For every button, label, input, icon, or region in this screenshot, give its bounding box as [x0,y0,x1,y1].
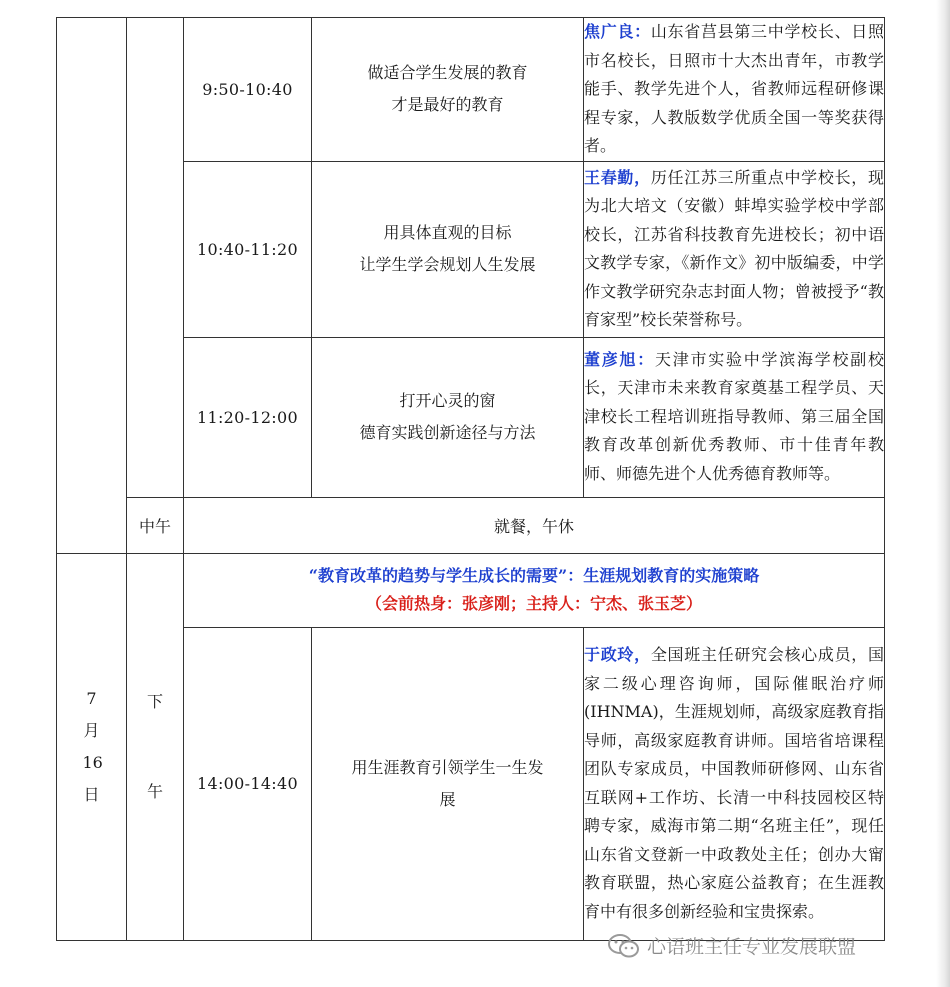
speaker-name: 王春勤， [584,167,651,187]
date-char: 7 [86,688,97,708]
table-row [57,497,885,553]
theme-title: “教育改革的趋势与学生成长的需要”：生涯规划教育的实施策略 [308,566,760,585]
speaker-bio [584,337,885,497]
topic-line: 打开心灵的窗 [399,391,496,410]
topic-line: 用生涯教育引领学生一生发 [351,757,544,777]
bio-text: 历任江苏三所重点中学校长，现为北大培文（安徽）蚌埠实验学校中学部校长，江苏省科技教育先进校长；初中语文教学专家，《新作文》初中版编委，中学作文教学研究杂志封面人物；曾被授予“教育家型”校长荣誉称号。 [584,167,884,329]
date-char: 日 [83,784,100,804]
session-theme [184,553,885,627]
session-time: 14:00-14:40 [184,627,312,940]
session-time: 11:20-12:00 [184,337,312,497]
table-row [57,553,885,627]
noon-activity: 就餐，午休 [184,497,885,553]
period-vertical [146,657,164,837]
bio-text: 山东省莒县第三中学校长、日照市名校长，日照市十大杰出青年，市教学能手、教学先进个人，省教师远程研修课程专家，人教版数学优质全国一等奖获得者。 [584,22,884,155]
date-char: 16 [82,752,103,772]
speaker-bio [584,18,885,162]
schedule-table [56,17,885,941]
wechat-icon [607,933,641,959]
topic-line: 德育实践创新途径与方法 [359,423,536,442]
session-topic [312,161,584,337]
date-vertical [83,683,101,811]
speaker-bio [584,627,885,940]
table-row [57,18,885,162]
topic-line: 用具体直观的目标 [383,223,512,242]
period-cell-afternoon [127,553,184,940]
topic-line: 做适合学生发展的教育 [367,63,528,83]
watermark-text: 心语班主任专业发展联盟 [647,936,857,958]
theme-hosts: （会前热身：张彦刚；主持人：宁杰、张玉芝） [365,594,702,613]
session-time: 9:50-10:40 [184,18,312,162]
session-topic [312,337,584,497]
period-cell-morning [127,18,184,498]
bio-text: 天津市实验中学滨海学校副校长，天津市未来教育家奠基工程学员、天津校长工程培训班指导教师、第三届全国教育改革创新优秀教师、市十佳青年教师、师德先进个人优秀德育教师等。 [584,349,884,483]
session-topic [312,627,584,940]
period-char: 下 [146,691,163,711]
session-topic [312,18,584,162]
bio-text: 全国班主任研究会核心成员，国家二级心理咨询师，国际催眠治疗师(IHNMA)，生涯规划师，高级家庭教育指导师，高级家庭教育讲师。国培省培课程团队专家成员，中国教师研修网、山东省互联网+工作坊、长清一中科技园校区特聘专家，威海市第二期“名班主任”，现任山东省文登新一中政教处主任；创办大甯教育联盟，热心家庭公益教育；在生涯教育中有很多创新经验和宝贵探索。 [584,645,884,921]
date-char: 月 [83,720,100,740]
speaker-name: 于政玲， [584,645,651,664]
watermark [607,932,856,959]
page-edge-shadow [936,0,950,987]
speaker-bio [584,161,885,337]
session-time: 10:40-11:20 [184,161,312,337]
topic-line: 才是最好的教育 [391,95,504,115]
date-cell-morning [57,18,127,554]
date-cell [57,553,127,940]
topic-line: 展 [439,789,456,809]
noon-label: 中午 [127,497,184,553]
period-char: 午 [146,781,163,801]
topic-line: 让学生学会规划人生发展 [359,255,536,274]
speaker-name: 董彦旭： [584,349,655,369]
speaker-name: 焦广良： [584,22,651,41]
